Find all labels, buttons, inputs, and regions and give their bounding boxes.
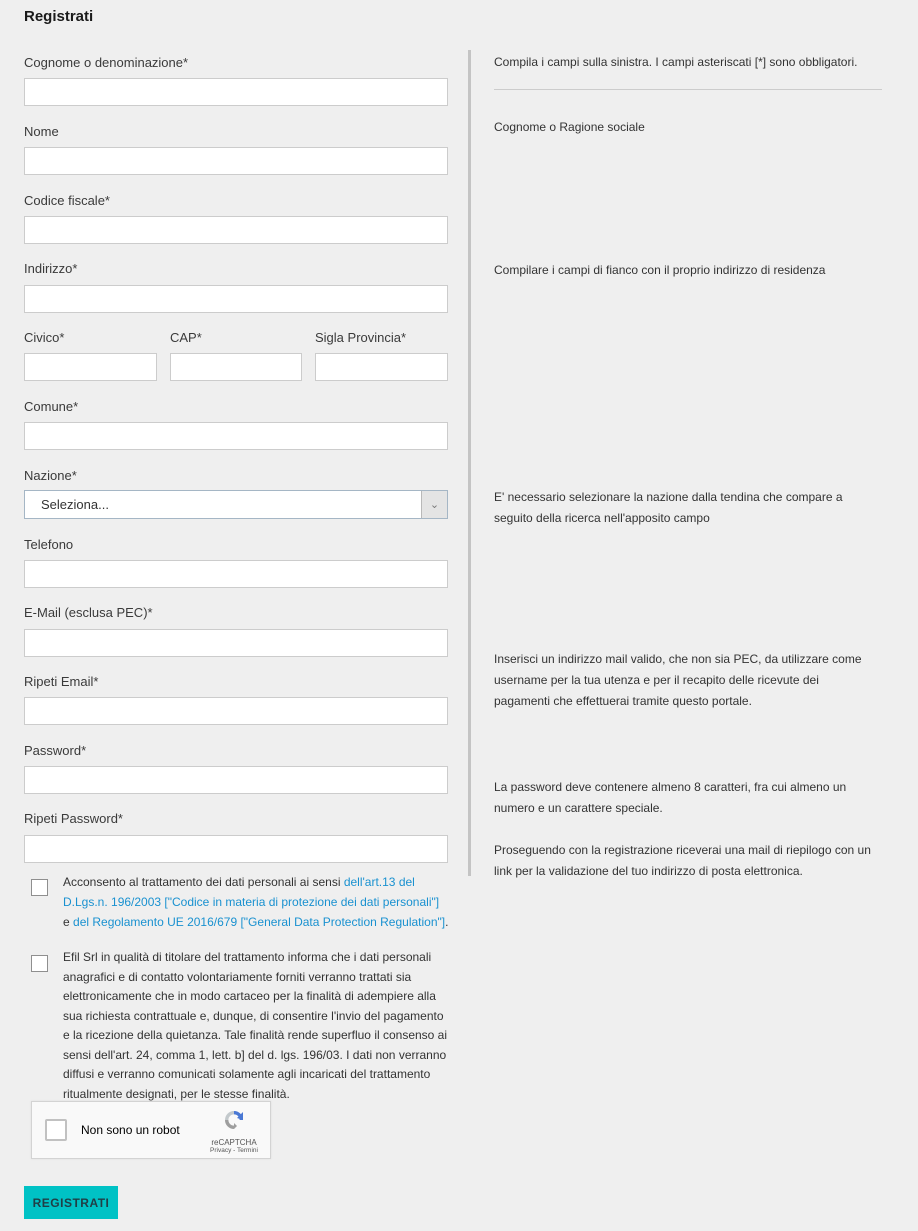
address-input[interactable] — [24, 285, 448, 313]
firstname-label: Nome — [24, 124, 59, 139]
surname-label: Cognome o denominazione* — [24, 55, 189, 70]
treatment-consent-text: Efil Srl in qualità di titolare del trattamento informa che i dati personali anagrafici e di contatto volontariamente forniti verranno trattati sia elettronicamente che in modo cartaceo per la finalità di adempiere alla sua richiesta contrattuale e, dunque, di consentire l'invio del pagamento e la ricezione della quietanza. Tale finalità rende superfluo il consenso ai sensi dell'art. 24, comma 1, lett. b] del d. lgs. 196/03. I dati non verranno diffusi e verranno comunicati solamente agli incaricati del trattamento ritualmente designati, per le stesse finalità. — [63, 950, 448, 1101]
province-input[interactable] — [315, 353, 448, 381]
privacy-consent-text — [63, 872, 449, 932]
nation-select[interactable] — [24, 490, 448, 519]
cap-label: CAP* — [170, 330, 202, 345]
recaptcha-logo-icon — [222, 1119, 246, 1136]
recaptcha-widget — [31, 1101, 271, 1159]
surname-input[interactable] — [24, 78, 448, 106]
password-repeat-input[interactable] — [24, 835, 448, 863]
chevron-down-icon[interactable]: ⌄ — [421, 491, 447, 518]
email-repeat-label: Ripeti Email* — [24, 674, 99, 689]
phone-label: Telefono — [24, 537, 74, 552]
page-title: Registrati — [24, 8, 94, 25]
recaptcha-label: Non sono un robot — [81, 1123, 180, 1137]
email-label: E-Mail (esclusa PEC)* — [24, 605, 153, 620]
help-surname: Cognome o Ragione sociale — [494, 120, 645, 134]
register-button[interactable]: REGISTRATI — [24, 1186, 118, 1219]
help-address: Compilare i campi di fianco con il proprio indirizzo di residenza — [494, 263, 826, 277]
privacy-consent-text-after: . — [445, 915, 449, 929]
city-label: Comune* — [24, 399, 79, 414]
province-label: Sigla Provincia* — [315, 330, 407, 345]
nation-label: Nazione* — [24, 468, 77, 483]
email-input[interactable] — [24, 629, 448, 657]
help-divider — [494, 89, 882, 90]
help-password: La password deve contenere almeno 8 caratteri, fra cui almeno un numero e un carattere speciale. — [494, 780, 847, 815]
password-label: Password* — [24, 743, 87, 758]
gdpr-link[interactable]: del Regolamento UE 2016/679 ["General Data Protection Regulation"] — [73, 915, 446, 929]
recaptcha-brand-name: reCAPTCHA — [211, 1138, 257, 1147]
help-nation: E' necessario selezionare la nazione dalla tendina che compare a seguito della ricerca nell'apposito campo — [494, 490, 843, 525]
fiscal-code-input[interactable] — [24, 216, 448, 244]
password-input[interactable] — [24, 766, 448, 794]
recaptcha-checkbox[interactable] — [45, 1119, 67, 1141]
nation-select-value: Seleziona... — [41, 497, 109, 512]
help-email: Inserisci un indirizzo mail valido, che non sia PEC, da utilizzare come username per la tua utenza e per il recapito delle ricevute dei pagamenti che effettuerai tramite questo portale. — [494, 652, 862, 708]
privacy-consent-text-middle: e — [63, 915, 74, 929]
recaptcha-brand — [206, 1108, 262, 1154]
cap-input[interactable] — [170, 353, 302, 381]
column-divider — [468, 50, 471, 876]
recaptcha-privacy-terms-links[interactable]: Privacy - Termini — [210, 1147, 258, 1154]
phone-input[interactable] — [24, 560, 448, 588]
fiscal-code-label: Codice fiscale* — [24, 193, 110, 208]
civic-label: Civico* — [24, 330, 65, 345]
address-label: Indirizzo* — [24, 261, 78, 276]
help-intro: Compila i campi sulla sinistra. I campi asteriscati [*] sono obbligatori. — [494, 55, 858, 69]
password-repeat-label: Ripeti Password* — [24, 811, 123, 826]
help-final: Proseguendo con la registrazione riceverai una mail di riepilogo con un link per la validazione del tuo indirizzo di posta elettronica. — [494, 843, 871, 878]
firstname-input[interactable] — [24, 147, 448, 175]
email-repeat-input[interactable] — [24, 697, 448, 725]
civic-input[interactable] — [24, 353, 157, 381]
privacy-consent-text-before: Acconsento al trattamento dei dati personali ai sensi — [63, 875, 344, 889]
privacy-consent-checkbox[interactable] — [31, 879, 48, 896]
city-input[interactable] — [24, 422, 448, 450]
treatment-consent-checkbox[interactable] — [31, 955, 48, 972]
privacy-law-link[interactable]: dell'art.13 del D.Lgs.n. 196/2003 ["Codice in materia di protezione dei dati personali"] — [63, 875, 440, 909]
